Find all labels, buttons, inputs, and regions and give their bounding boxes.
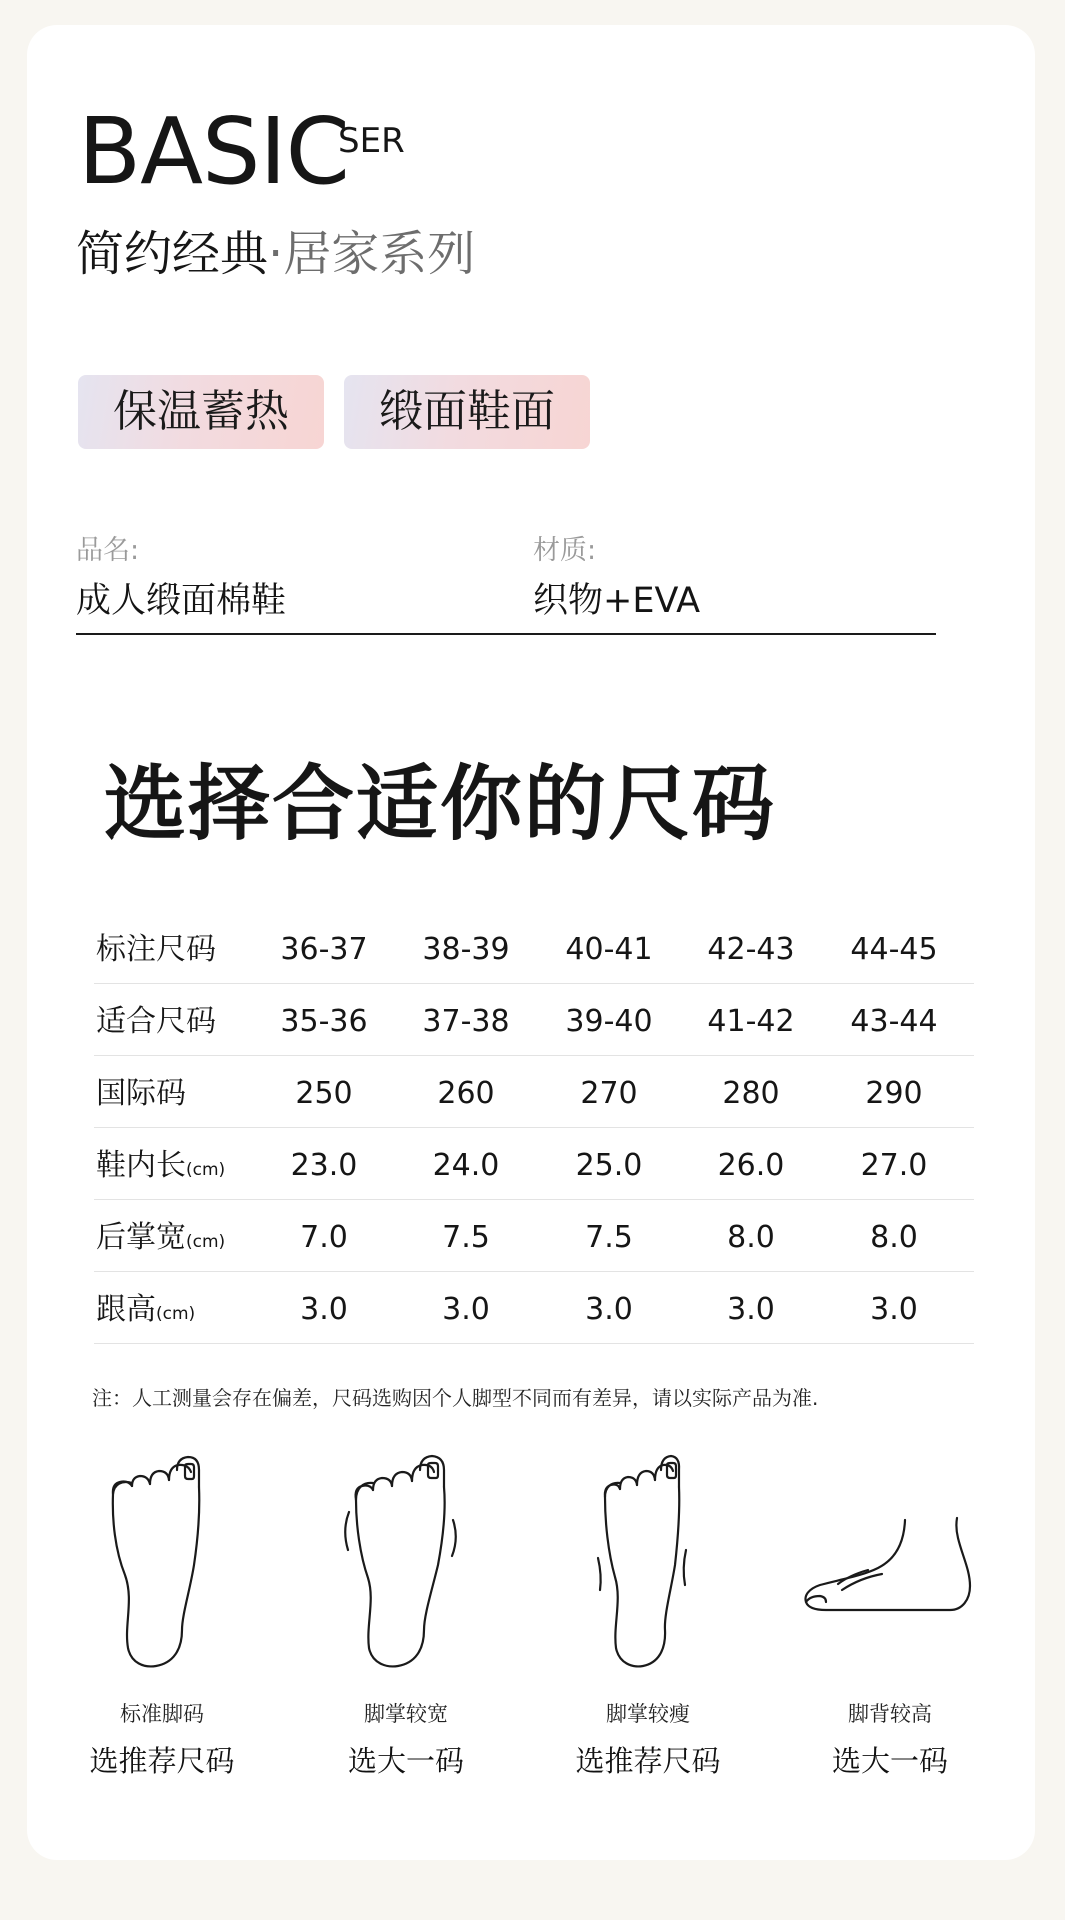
row-unit: (cm) [156,1304,196,1324]
info-divider [76,633,936,635]
row-label [96,1200,225,1271]
row-label [96,984,216,1055]
table-cell: 280 [722,1076,780,1111]
table-cell: 39-40 [565,1004,653,1039]
table-row [94,1200,974,1272]
table-row [94,1128,974,1200]
wide-foot-icon [306,1450,506,1680]
size-table [94,912,974,1344]
row-label [96,1056,186,1127]
foot-type-label: 脚掌较瘦 [606,1702,690,1726]
table-cell: 23.0 [290,1148,358,1183]
row-label-text: 标注尺码 [96,932,216,967]
table-cell: 42-43 [707,932,795,967]
table-cell: 7.5 [585,1220,633,1255]
foot-advice-label: 选大一码 [347,1744,464,1778]
foot-type-label: 脚掌较宽 [364,1702,448,1726]
table-row [94,984,974,1056]
brand-name: BASIC [78,98,349,205]
table-cell: 7.0 [300,1220,348,1255]
table-cell: 35-36 [280,1004,368,1039]
subtitle-dot: · [268,226,284,282]
table-cell: 26.0 [717,1148,785,1183]
row-label-text: 鞋内长 [96,1148,186,1183]
row-unit: (cm) [186,1160,226,1180]
table-cell: 3.0 [300,1292,348,1327]
product-name-value: 成人缎面棉鞋 [76,581,287,621]
material-label: 材质: [533,535,597,566]
high-instep-foot-icon [790,1450,990,1680]
size-section-title: 选择合适你的尺码 [104,757,777,852]
table-cell: 40-41 [565,932,653,967]
table-cell: 25.0 [575,1148,643,1183]
table-cell: 7.5 [442,1220,490,1255]
table-cell: 24.0 [432,1148,500,1183]
row-label [96,912,216,983]
product-name-label: 品名: [76,535,140,566]
table-cell: 3.0 [870,1292,918,1327]
measurement-note: 注：人工测量会存在偏差，尺码选购因个人脚型不同而有差异，请以实际产品为准. [92,1386,819,1410]
row-label [96,1128,225,1199]
table-cell: 260 [437,1076,495,1111]
table-cell: 290 [865,1076,923,1111]
row-unit: (cm) [186,1232,226,1252]
series-subtitle [76,228,475,281]
table-cell: 43-44 [850,1004,938,1039]
table-cell: 8.0 [870,1220,918,1255]
foot-advice-label: 选推荐尺码 [89,1744,235,1778]
table-row [94,1056,974,1128]
table-cell: 8.0 [727,1220,775,1255]
material-value: 织物+EVA [533,581,701,621]
row-label-text: 跟高 [96,1292,156,1327]
subtitle-secondary: 居家系列 [283,226,476,282]
row-label-text: 后掌宽 [96,1220,186,1255]
foot-advice-label: 选大一码 [831,1744,948,1778]
foot-advice-label: 选推荐尺码 [575,1744,721,1778]
table-cell: 3.0 [585,1292,633,1327]
table-cell: 270 [580,1076,638,1111]
brand-superscript: SER [338,121,405,161]
table-cell: 44-45 [850,932,938,967]
table-row [94,912,974,984]
table-cell: 3.0 [727,1292,775,1327]
foot-type-label: 标准脚码 [120,1702,204,1726]
table-cell: 250 [295,1076,353,1111]
feature-tag-warmth: 保温蓄热 [78,375,324,449]
foot-type-label: 脚背较高 [848,1702,932,1726]
table-cell: 41-42 [707,1004,795,1039]
narrow-foot-icon [548,1450,748,1680]
table-cell: 3.0 [442,1292,490,1327]
table-cell: 27.0 [860,1148,928,1183]
row-label-text: 国际码 [96,1076,186,1111]
table-cell: 37-38 [422,1004,510,1039]
subtitle-main: 简约经典 [76,226,269,282]
feature-tag-satin: 缎面鞋面 [344,375,590,449]
table-cell: 38-39 [422,932,510,967]
row-label-text: 适合尺码 [96,1004,216,1039]
row-label [96,1272,195,1343]
standard-foot-icon [62,1450,262,1680]
table-row [94,1272,974,1344]
table-cell: 36-37 [280,932,368,967]
